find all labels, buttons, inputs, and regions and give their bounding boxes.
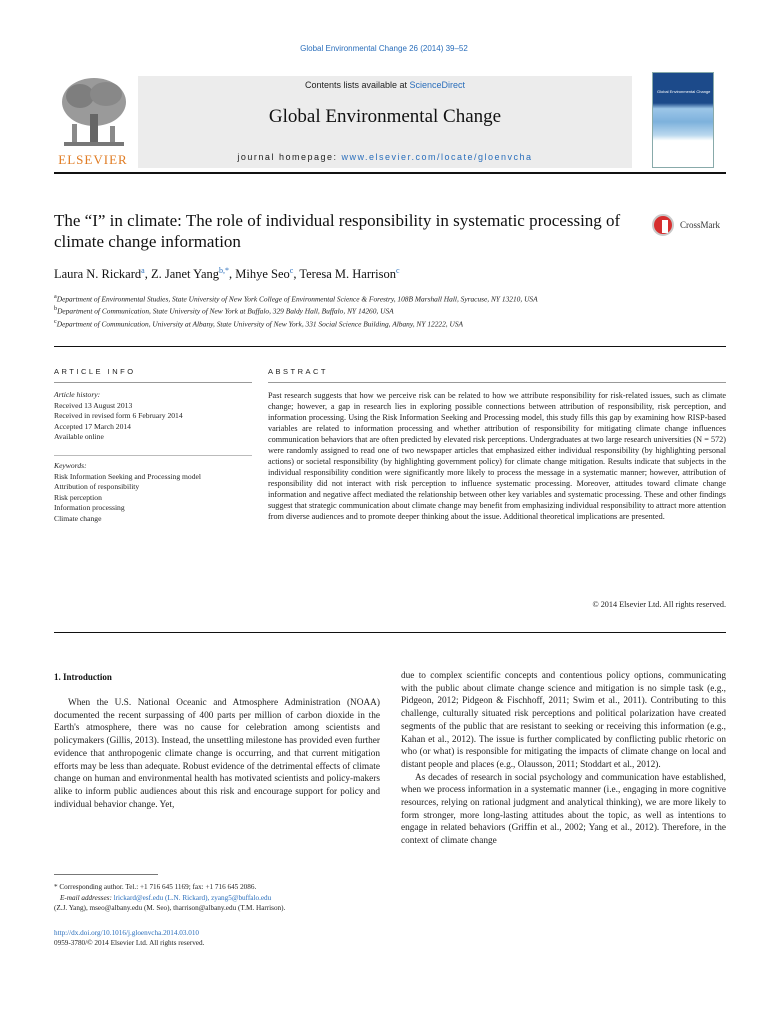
author-affiliation-marker[interactable]: a [141,266,145,275]
keywords-label: Keywords: [54,461,87,470]
sciencedirect-link[interactable]: ScienceDirect [409,80,466,90]
journal-name: Global Environmental Change [268,106,502,127]
author-affiliation-marker[interactable]: b,* [219,266,229,275]
journal-header [54,72,714,170]
paragraph: When the U.S. National Oceanic and Atmosphere Administration (NOAA) documented the recent surpassing of 400 parts per million of carbon dioxide in the Earth's atmosphere, there was no cause for celebration among scientists and policymakers (Gillis, 2013). Instead, the unsettling milestone has provided even further evidence that anthropogenic climate change is occurring, and that current mitigation efforts may be less than adequate. Robust evidence of the detrimental effects of climate change on human and environmental health has motivated scientists and policy-makers alike to inform public audiences about this risk and encourage support for policy and individual behavior change. Yet, [54,698,380,810]
tree-icon [58,76,130,150]
crossmark-badge[interactable] [652,214,732,238]
author-list [54,266,714,282]
journal-cover-image [652,72,714,168]
paragraph: due to complex scientific concepts and contentious policy options, communicating with the public about climate change science and mitigation is no simple task (e.g., Pidgeon, 2012; Pidgeon & Fischhoff, 2011; Swim et al., 2011). Contributing to this challenge, culturally situated risk perceptions and political polarization have created segments of the public that are resistant to seeking or receiving this information (e.g., Kahan et al., 2012). The issue is further complicated by conflicting public rhetoric on who (or what) is responsible for mitigating the impacts of climate change on local and distant people and places (e.g., Olausson, 2011; Stoddart et al., 2012). [401,671,726,770]
abstract-text: Past research suggests that how we perceive risk can be related to how we attribute responsibility for risk-related issues, such as climate change; however, a gap in research lies in exploring possible connections between attribution of responsibility, risk perception, and information processing. Using the Risk Information Seeking and Processing model, this study fills this gap by examining how RISP-based variables are related to information processing and whether attribution of responsibility for mitigating climate change influences communication behaviors that are often predicted by elevated risk perceptions. Undergraduates at two large research universities (N = 572) were randomly assigned to read one of two newspaper articles that emphasized either individual responsibility (by highlighting personal actions) or societal responsibility (by highlighting government policy) for climate change mitigation. Results indicate that subjects in the individual responsibility condition were significantly more likely to process the message in a systematic manner; however, attribution of responsibility did not interact with risk perception to influence systematic processing. Moreover, attitudes toward climate change information and negative affect mediated the relationship between other key variables and systematic processing. These and other findings suggest that strategic communication about climate change may benefit from emphasizing individual responsibility to attract more attention from diverse audiences and to promote deeper thinking about the issue. Additional theoretical implications are presented. [268,391,726,521]
journal-reference[interactable]: Global Environmental Change 26 (2014) 39–52 [300,44,468,53]
article-info-rule [54,382,252,383]
article-history [54,390,252,443]
doi-block [54,928,380,948]
affiliation-text: Department of Communication, State University of New York at Buffalo, 329 Baldy Hall, Buffalo, NY 14260, USA [57,306,394,316]
body-column-right [401,670,726,848]
keywords [54,461,252,524]
keyword-item: Climate change [54,513,102,523]
author-affiliation-marker[interactable]: c [396,266,400,275]
affiliation-marker: c [54,318,57,325]
issn-line: 0959-3780/© 2014 Elsevier Ltd. All rights reserved. [54,939,205,947]
email-line-2[interactable]: (Z.J. Yang), mseo@albany.edu (M. Seo), tharrison@albany.edu (T.M. Harrison). [54,904,286,912]
corresponding-author-note: * Corresponding author. Tel.: +1 716 645 1169; fax: +1 716 645 2086. [54,883,257,891]
keyword-item: Attribution of responsibility [54,482,140,491]
crossmark-icon [652,214,674,236]
elsevier-logo [54,76,132,168]
homepage-link[interactable]: www.elsevier.com/locate/gloenvcha [341,152,533,162]
email-links[interactable]: lrickard@esf.edu (L.N. Rickard), zyang5@buffalo.edu [113,893,272,902]
author-name: Teresa M. Harrison [299,267,397,282]
history-label: Article history: [54,390,101,399]
affiliations [54,292,634,329]
abstract-heading: ABSTRACT [268,367,329,376]
paragraph: As decades of research in social psychology and communication have established, when we process information in a systematic manner (i.e., engaging in more cognitive resources, relying on rational judgment and analytical thinking), we are more likely to form stronger, more long-lasting attitudes about the topic, as well as intentions to engage in related behaviors (Griffin et al., 2002; Yang et al., 2012). Therefore, in the context of climate change [401,772,726,847]
section-rule [54,346,726,347]
author-affiliation-marker[interactable]: c [289,266,294,275]
article-title: The “I” in climate: The role of individual responsibility in systematic processing of climate change information [54,211,621,251]
history-item: Received in revised form 6 February 2014 [54,411,183,420]
affiliation-item [54,292,634,304]
history-item: Available online [54,432,104,441]
contents-line [138,80,632,90]
crossmark-label: CrossMark [680,220,720,230]
history-item: Accepted 17 March 2014 [54,421,131,431]
email-line [54,893,380,904]
homepage-prefix: journal homepage: [237,152,342,162]
author-separator: , [293,267,300,282]
author-separator: , [229,267,236,282]
contents-prefix: Contents lists available at [304,80,410,90]
copyright-line: © 2014 Elsevier Ltd. All rights reserved. [592,600,726,609]
affiliation-text: Department of Communication, University at Albany, State University of New York, 331 Social Science Building, Albany, NY 12222, USA [56,319,464,329]
body-column-left [54,697,380,811]
affiliation-item [54,304,634,316]
affiliation-marker: a [54,294,57,300]
keywords-rule [54,455,252,456]
author-separator: , [144,267,151,282]
keyword-item: Risk perception [54,492,102,502]
keyword-item: Risk Information Seeking and Processing model [54,471,202,481]
header-rule [54,172,726,174]
author-name: Z. Janet Yang [150,267,219,282]
abstract-rule [268,382,726,383]
keyword-item: Information processing [54,503,125,512]
affiliation-marker: b [54,306,58,313]
email-label: E-mail addresses: [60,893,112,902]
author-name: Mihye Seo [235,267,290,282]
footnotes [54,882,380,914]
doi-link[interactable]: http://dx.doi.org/10.1016/j.gloenvcha.2014.03.010 [54,929,200,937]
affiliation-item [54,317,634,329]
header-band [138,76,632,168]
homepage-line [138,152,632,162]
affiliation-text: Department of Environmental Studies, State University of New York College of Environmental Science & Forestry, 108B Marshall Hall, Syracuse, NY 13210, USA [56,294,538,304]
cover-title: Global Environmental Change [657,89,711,94]
section-heading: 1. Introduction [54,672,112,682]
elsevier-wordmark: ELSEVIER [58,152,128,167]
author-name: Laura N. Rickard [54,267,142,282]
abstract-bottom-rule [54,632,726,633]
history-item: Received 13 August 2013 [54,400,133,410]
footnote-rule [54,874,158,875]
article-info-heading: ARTICLE INFO [54,367,136,376]
